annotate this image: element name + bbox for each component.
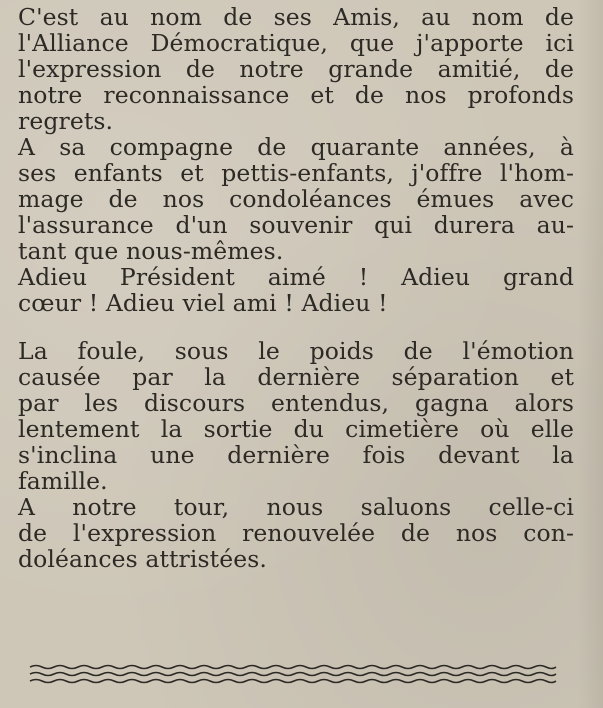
text-line: La foule, sous le poids de l'émotion: [18, 337, 574, 365]
text-line: Adieu Président aimé ! Adieu grand: [18, 263, 574, 291]
text-line: par les discours entendus, gagna alors: [18, 389, 574, 417]
text-line: mage de nos condoléances émues avec: [18, 185, 574, 213]
paragraph-family-condolences: [18, 134, 574, 264]
paragraph-farewell: [18, 264, 574, 316]
paragraph-spacer: [18, 316, 574, 338]
text-line: famille.: [18, 467, 108, 495]
text-line: causée par la dernière séparation et: [18, 363, 574, 391]
text-line: lentement la sortie du cimetière où elle: [18, 415, 574, 443]
paragraph-alliance-tribute: [18, 4, 574, 134]
text-line: tant que nous-mêmes.: [18, 237, 284, 265]
wavy-rule-line-top: [30, 666, 556, 669]
text-line: C'est au nom de ses Amis, au nom de: [18, 3, 574, 31]
text-line: doléances attristées.: [18, 545, 267, 573]
wavy-rule-line-middle: [30, 673, 556, 676]
text-line: notre reconnaissance et de nos profonds: [18, 81, 574, 109]
text-line: ses enfants et pettis-enfants, j'offre l'hom-: [18, 159, 574, 187]
paragraph-closing-salute: [18, 494, 574, 572]
text-line: cœur ! Adieu viel ami ! Adieu !: [18, 289, 388, 317]
wavy-rule-line-bottom: [30, 680, 556, 683]
article-column: [18, 4, 574, 572]
page-edge-shadow: [577, 0, 603, 708]
text-line: regrets.: [18, 107, 114, 135]
text-line: l'expression de notre grande amitié, de: [18, 55, 574, 83]
text-line: s'inclina une dernière fois devant la: [18, 441, 574, 469]
text-line: l'assurance d'un souvenir qui durera au-: [18, 211, 574, 239]
text-line: A notre tour, nous saluons celle-ci: [18, 493, 574, 521]
text-line: A sa compagne de quarante années, à: [18, 133, 574, 161]
text-line: l'Alliance Démocratique, que j'apporte ici: [18, 29, 574, 57]
text-line: de l'expression renouvelée de nos con-: [18, 519, 574, 547]
paragraph-crowd-departure: [18, 338, 574, 494]
decorative-wavy-rule: [28, 662, 558, 686]
